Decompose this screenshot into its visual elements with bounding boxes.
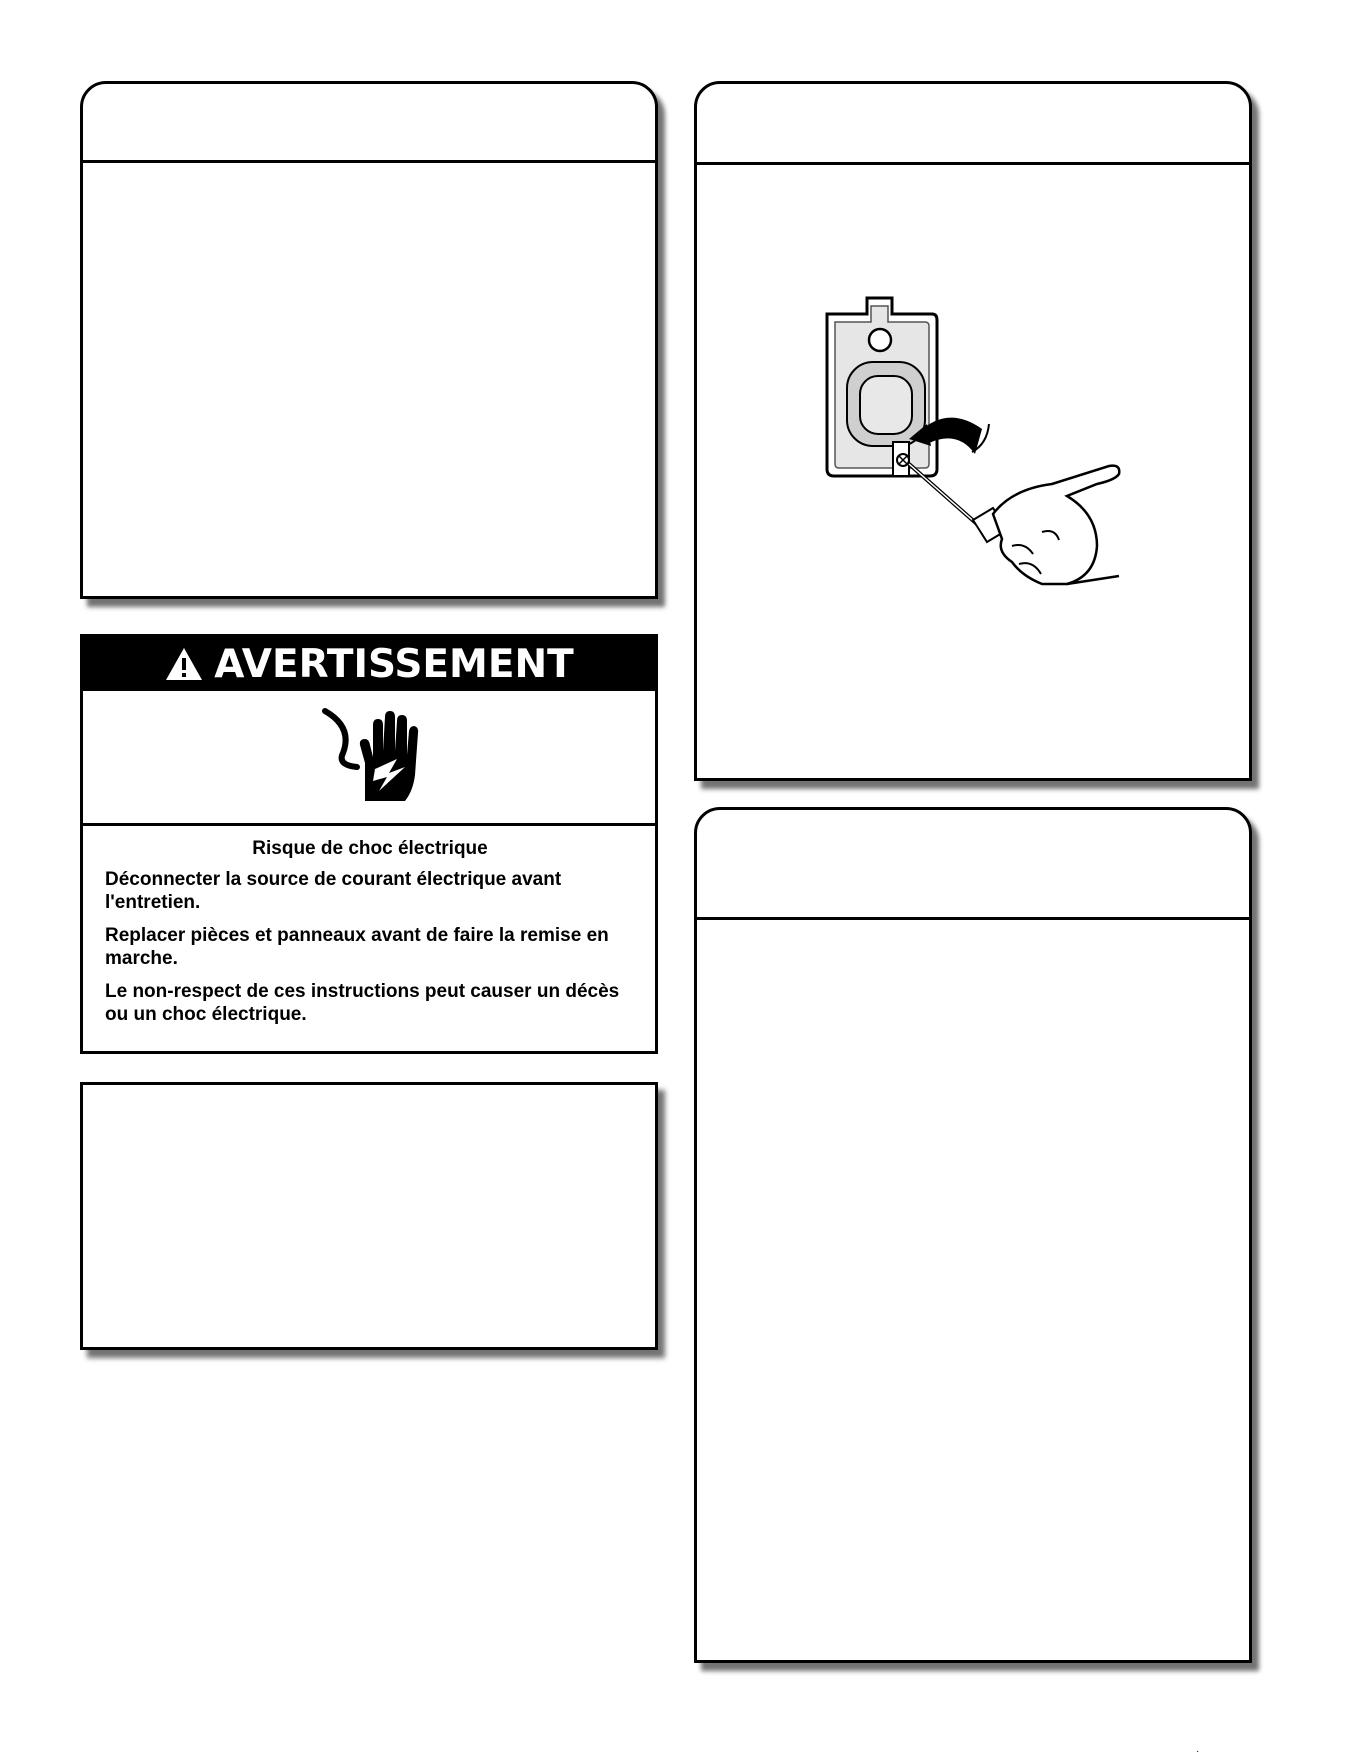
warning-instruction-1: Déconnecter la source de courant électrique avant l'entretien. [105,869,562,913]
warning-signal-word: AVERTISSEMENT [214,641,574,687]
warning-header [83,637,655,691]
warning-triangle-icon [164,646,204,682]
panel-header-rule [697,162,1249,165]
warning-symbol-area [83,691,655,826]
hazard-title: Risque de choc électrique [252,838,488,859]
cover-plate-removal-illustration [797,284,1157,604]
top-left-panel [80,81,658,599]
panel-header-rule [83,160,655,163]
middle-left-panel [80,1082,658,1350]
panel-header-rule [697,917,1249,920]
bottom-right-panel [694,807,1252,1663]
electric-shock-hand-icon [313,705,423,809]
top-right-panel [694,81,1252,781]
warning-instruction-2: Replacer pièces et panneaux avant de faire la remise en marche. [105,925,609,969]
warning-box [80,634,658,1054]
warning-instruction-3: Le non-respect de ces instructions peut causer un décès ou un choc électrique. [105,981,620,1025]
warning-text-block [105,837,635,1036]
footer-mark: · [1196,1746,1200,1757]
